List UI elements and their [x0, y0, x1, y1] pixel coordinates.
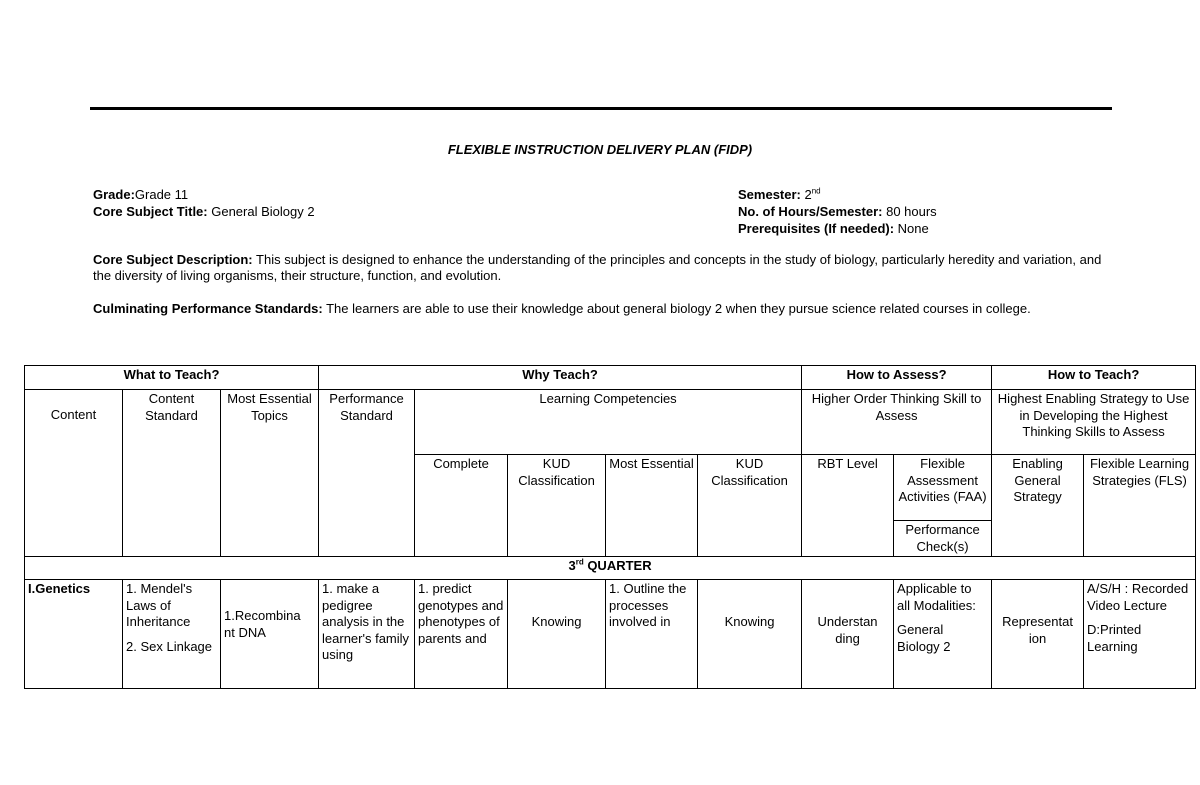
- header-faa: Flexible Assessment Activities (FAA): [894, 455, 992, 521]
- desc-label: Core Subject Description:: [93, 252, 253, 267]
- cell-most-essential: 1. Outline the processes involved in: [606, 580, 698, 689]
- quarter-row: [25, 557, 1196, 580]
- cell-performance: 1. make a pedigree analysis in the learner's family using: [319, 580, 415, 689]
- header-most-essential-topics: Most Essential Topics: [221, 390, 319, 557]
- prereq-value: None: [894, 221, 929, 236]
- grade-label: Grade:: [93, 187, 135, 202]
- header-kud-2: KUD Classification: [698, 455, 802, 557]
- header-rbt-level: RBT Level: [802, 455, 894, 557]
- faa-line-1: Applicable to all Modalities:: [897, 581, 976, 613]
- quarter-sup: rd: [575, 557, 584, 567]
- content-standard-1: 1. Mendel's Laws of Inheritance: [126, 581, 193, 629]
- header-most-essential: Most Essential: [606, 455, 698, 557]
- semester-sup: nd: [811, 186, 821, 196]
- cell-kud-2: Knowing: [698, 580, 802, 689]
- quarter-suffix: QUARTER: [583, 558, 652, 573]
- grade-line: [93, 186, 315, 203]
- desc-value: This subject is designed to enhance the understanding of the principles and concepts in the study of biology, particularly heredity and variation, and the diversity of living organisms, their structure, function, and evolution.: [93, 252, 1102, 283]
- top-horizontal-rule: [90, 107, 1112, 110]
- culm-value: The learners are able to use their knowledge about general biology 2 when they pursue science related courses in college.: [322, 301, 1031, 316]
- group-header-row: [25, 366, 1196, 390]
- fidp-table: [24, 365, 1196, 689]
- cell-kud-1: Knowing: [508, 580, 606, 689]
- semester-line: [738, 186, 937, 203]
- quarter-number: 3: [568, 558, 576, 573]
- document-title: FLEXIBLE INSTRUCTION DELIVERY PLAN (FIDP): [447, 142, 753, 157]
- hours-value: 80 hours: [882, 204, 937, 219]
- group-what: What to Teach?: [25, 366, 319, 390]
- semester-value: 2: [800, 187, 812, 202]
- header-row-1: [25, 390, 1196, 455]
- header-fls: Flexible Learning Strategies (FLS): [1084, 455, 1196, 557]
- cell-egs: Representat ion: [992, 580, 1084, 689]
- header-content-standard: Content Standard: [123, 390, 221, 557]
- hours-label: No. of Hours/Semester:: [738, 204, 883, 219]
- culminating-standards: [93, 301, 1108, 317]
- cell-complete: 1. predict genotypes and phenotypes of parents and: [415, 580, 508, 689]
- header-performance-standard: Performance Standard: [319, 390, 415, 557]
- cell-faa: [894, 580, 992, 689]
- hours-line: [738, 203, 937, 220]
- group-how-assess: How to Assess?: [802, 366, 992, 390]
- faa-line-2: General Biology 2: [897, 622, 951, 654]
- cell-fls: [1084, 580, 1196, 689]
- cell-rbt: Understan ding: [802, 580, 894, 689]
- header-performance-check: Performance Check(s): [894, 521, 992, 557]
- header-complete: Complete: [415, 455, 508, 557]
- header-hots: Higher Order Thinking Skill to Assess: [802, 390, 992, 455]
- subject-line: [93, 203, 315, 220]
- culm-label: Culminating Performance Standards:: [93, 301, 323, 316]
- group-why: Why Teach?: [319, 366, 802, 390]
- header-hes: Highest Enabling Strategy to Use in Developing the Highest Thinking Skills to Assess: [992, 390, 1196, 455]
- header-egs: Enabling General Strategy: [992, 455, 1084, 557]
- header-learning-competencies: Learning Competencies: [415, 390, 802, 455]
- content-standard-2: 2. Sex Linkage: [126, 638, 213, 654]
- cell-content: I.Genetics: [25, 580, 123, 689]
- group-how-teach: How to Teach?: [992, 366, 1196, 390]
- quarter-label: [25, 557, 1196, 580]
- subject-description: [93, 252, 1108, 284]
- table-row: [25, 580, 1196, 689]
- fls-line-1: A/S/H : Recorded Video Lecture: [1087, 581, 1189, 613]
- prereq-label: Prerequisites (If needed):: [738, 221, 895, 236]
- cell-content-standard: [123, 580, 221, 689]
- meta-left: [93, 186, 315, 220]
- meta-right: [738, 186, 937, 237]
- subject-value: General Biology 2: [207, 204, 315, 219]
- cell-topic: 1.Recombina nt DNA: [221, 580, 319, 689]
- fls-line-2: D:Printed Learning: [1087, 622, 1142, 654]
- grade-value: Grade 11: [134, 187, 189, 202]
- header-content: Content: [25, 390, 123, 557]
- header-kud-1: KUD Classification: [508, 455, 606, 557]
- subject-label: Core Subject Title:: [93, 204, 208, 219]
- prereq-line: [738, 220, 937, 237]
- semester-label: Semester:: [738, 187, 801, 202]
